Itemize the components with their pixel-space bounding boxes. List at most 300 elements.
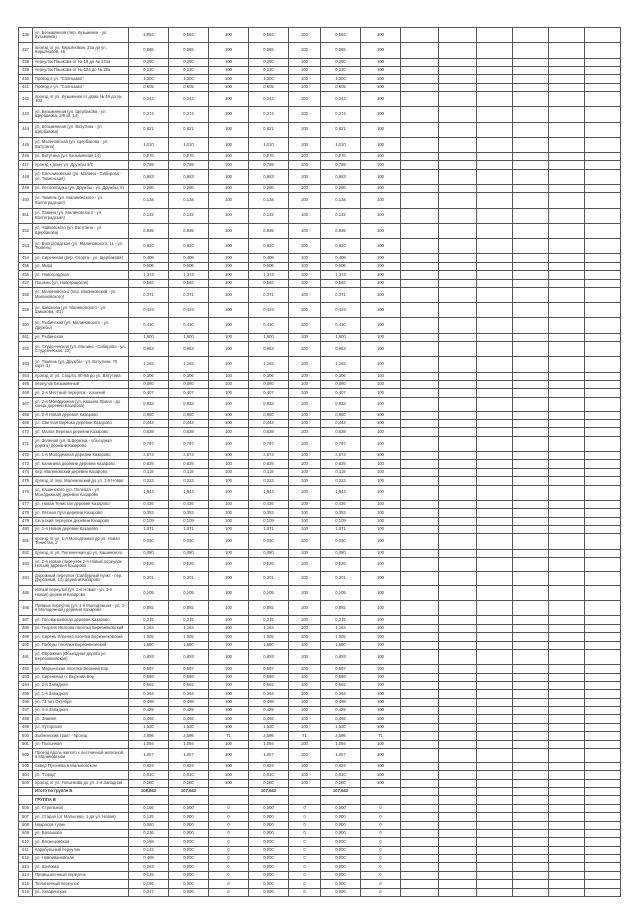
empty-cell — [513, 525, 549, 533]
value-cell: 100 — [209, 460, 249, 468]
value-cell: 0 — [289, 888, 321, 897]
value-cell: 0,000 — [249, 846, 289, 854]
value-cell: 1,600 — [169, 333, 209, 341]
empty-cell — [439, 821, 477, 829]
empty-cell — [549, 342, 585, 357]
empty-cell — [549, 137, 585, 152]
value-cell: 0,134 — [249, 193, 289, 208]
empty-cell — [477, 28, 513, 43]
value-cell: 0,825 — [169, 460, 209, 468]
empty-cell — [439, 92, 477, 107]
empty-cell — [439, 880, 477, 888]
empty-cell — [549, 723, 585, 731]
empty-cell — [477, 796, 513, 804]
value-cell: 0,429 — [129, 707, 169, 715]
value-cell: 0,000 — [249, 880, 289, 888]
value-cell: 0,000 — [249, 821, 289, 829]
empty-cell — [477, 411, 513, 419]
road-name: ул. Георгия Ипатова поселка Березняковский — [33, 624, 129, 632]
value-cell: 0,280 — [321, 185, 361, 193]
row-number: 438 — [19, 58, 33, 66]
row-number: 475 — [19, 477, 33, 485]
row-number: 451 — [19, 208, 33, 223]
value-cell: 100 — [209, 740, 249, 748]
value-cell: 0,132 — [129, 208, 169, 223]
value-cell: 1,163 — [129, 624, 169, 632]
value-cell: 100 — [209, 665, 249, 673]
value-cell: 0 — [361, 880, 401, 888]
value-cell: 100 — [289, 534, 321, 549]
empty-cell — [585, 122, 621, 137]
value-cell: 107,642 — [169, 788, 209, 796]
empty-cell — [549, 477, 585, 485]
empty-cell — [401, 762, 439, 770]
empty-cell — [477, 723, 513, 731]
table-row — [19, 333, 621, 341]
value-cell: 100 — [209, 723, 249, 731]
empty-cell — [401, 509, 439, 517]
empty-cell — [401, 707, 439, 715]
table-row — [19, 525, 621, 533]
empty-cell — [401, 420, 439, 428]
value-cell: 100 — [289, 624, 321, 632]
empty-cell — [401, 641, 439, 649]
table-row — [19, 357, 621, 372]
value-cell: 100 — [209, 477, 249, 485]
empty-cell — [549, 779, 585, 787]
value-cell: 0,821 — [169, 122, 209, 137]
road-name: ул. Стрельной — [33, 804, 129, 812]
empty-cell — [549, 698, 585, 706]
value-cell: 0,000 — [169, 838, 209, 846]
value-cell: 100 — [209, 271, 249, 279]
empty-cell — [477, 169, 513, 184]
empty-cell — [585, 318, 621, 333]
row-number: 479 — [19, 517, 33, 525]
empty-cell — [401, 460, 439, 468]
value-cell: 100 — [361, 698, 401, 706]
row-number — [19, 796, 33, 804]
empty-cell — [513, 28, 549, 43]
empty-cell — [439, 624, 477, 632]
empty-cell — [439, 239, 477, 254]
value-cell: 0,797 — [169, 436, 209, 451]
value-cell: 0,853 — [169, 342, 209, 357]
empty-cell — [477, 855, 513, 863]
value-cell — [321, 796, 361, 804]
value-cell: 1,644 — [321, 485, 361, 500]
row-number: 503 — [19, 762, 33, 770]
road-name: ул. 1-я Новая деревни Казарово — [33, 525, 129, 533]
table-row — [19, 28, 621, 43]
empty-cell — [549, 838, 585, 846]
road-name: Дорожный переулок (Сайбурный пункт - пер. Дорожный, 12) деревни Казарово — [33, 571, 129, 585]
road-name: Карабульный переулок — [33, 846, 129, 854]
value-cell: 0 — [361, 888, 401, 897]
empty-cell — [549, 585, 585, 600]
value-cell: 0,552 — [249, 681, 289, 689]
empty-cell — [513, 796, 549, 804]
empty-cell — [401, 549, 439, 557]
value-cell: 0 — [361, 838, 401, 846]
row-number: 492 — [19, 665, 33, 673]
value-cell: 100 — [289, 254, 321, 262]
road-name: Промышленный переулок — [33, 871, 129, 879]
table-row — [19, 477, 621, 485]
value-cell: 0,000 — [169, 821, 209, 829]
value-cell: 100 — [289, 681, 321, 689]
empty-cell — [513, 715, 549, 723]
empty-cell — [585, 557, 621, 571]
empty-cell — [513, 318, 549, 333]
empty-cell — [585, 863, 621, 871]
empty-cell — [513, 66, 549, 74]
value-cell: 0,429 — [169, 707, 209, 715]
empty-cell — [549, 28, 585, 43]
value-cell: 100 — [289, 436, 321, 451]
value-cell: 0,597 — [321, 665, 361, 673]
value-cell: 0,000 — [249, 855, 289, 863]
value-cell: 100 — [209, 122, 249, 137]
empty-cell — [549, 649, 585, 664]
value-cell: 100 — [361, 649, 401, 664]
value-cell: 1,373 — [169, 271, 209, 279]
empty-cell — [439, 122, 477, 137]
empty-cell — [585, 517, 621, 525]
row-number: 446 — [19, 153, 33, 161]
value-cell: 0,797 — [321, 436, 361, 451]
empty-cell — [513, 193, 549, 208]
empty-cell — [585, 624, 621, 632]
empty-cell — [585, 66, 621, 74]
empty-cell — [477, 43, 513, 58]
empty-cell — [513, 43, 549, 58]
empty-cell — [513, 279, 549, 287]
empty-cell — [439, 698, 477, 706]
value-cell — [361, 788, 401, 796]
empty-cell — [585, 92, 621, 107]
empty-cell — [439, 601, 477, 616]
road-name: ул. "Город" — [33, 771, 129, 779]
value-cell: 100 — [289, 239, 321, 254]
table-row — [19, 673, 621, 681]
empty-cell — [513, 389, 549, 397]
empty-cell — [549, 193, 585, 208]
table-row — [19, 641, 621, 649]
value-cell: 100 — [361, 723, 401, 731]
empty-cell — [513, 303, 549, 318]
empty-cell — [401, 624, 439, 632]
value-cell: 1,644 — [169, 485, 209, 500]
empty-cell — [585, 452, 621, 460]
empty-cell — [477, 698, 513, 706]
empty-cell — [549, 855, 585, 863]
empty-cell — [549, 846, 585, 854]
value-cell: 0,315 — [169, 616, 209, 624]
value-cell: 2,854 — [129, 28, 169, 43]
value-cell: 100 — [209, 698, 249, 706]
value-cell: 0 — [209, 871, 249, 879]
empty-cell — [549, 813, 585, 821]
empty-cell — [513, 357, 549, 372]
value-cell: 100 — [361, 318, 401, 333]
empty-cell — [585, 813, 621, 821]
value-cell: 0,489 — [129, 855, 169, 863]
row-number: 498 — [19, 715, 33, 723]
empty-cell — [477, 665, 513, 673]
value-cell: 0,000 — [249, 863, 289, 871]
value-cell: 0,364 — [129, 690, 169, 698]
empty-cell — [401, 846, 439, 854]
empty-cell — [477, 107, 513, 122]
value-cell: 0 — [209, 855, 249, 863]
empty-cell — [477, 601, 513, 616]
row-number: 483 — [19, 557, 33, 571]
value-cell: 100 — [361, 500, 401, 508]
value-cell: 100 — [289, 485, 321, 500]
value-cell: 0,165 — [129, 880, 169, 888]
road-name: ул. Тюмень (ул. Малиновского - ул. Волгоградская) — [33, 193, 129, 208]
value-cell: 0,000 — [169, 880, 209, 888]
empty-cell — [477, 193, 513, 208]
value-cell: 0,306 — [321, 372, 361, 380]
empty-cell — [477, 690, 513, 698]
empty-cell — [477, 771, 513, 779]
empty-cell — [585, 254, 621, 262]
empty-cell — [477, 557, 513, 571]
road-name: ул. Овражная (Обьездная дорога ул. Березняковская) — [33, 649, 129, 664]
value-cell: 100 — [361, 420, 401, 428]
empty-cell — [513, 838, 549, 846]
value-cell: 100 — [289, 641, 321, 649]
value-cell: 1,300 — [249, 75, 289, 83]
value-cell: 0,132 — [321, 208, 361, 223]
value-cell: 2,573 — [249, 452, 289, 460]
value-cell: 100 — [289, 779, 321, 787]
value-cell: 1,373 — [321, 271, 361, 279]
value-cell: 100 — [289, 92, 321, 107]
value-cell: 100 — [289, 397, 321, 411]
road-name: ул. Сирень Елагина поселка Березняковский — [33, 633, 129, 641]
value-cell: 0 — [361, 804, 401, 812]
value-cell: 0,000 — [249, 871, 289, 879]
value-cell: 100 — [209, 428, 249, 436]
value-cell: 0,118 — [249, 468, 289, 476]
empty-cell — [477, 468, 513, 476]
value-cell: 0,000 — [249, 804, 289, 812]
empty-cell — [585, 420, 621, 428]
value-cell: 1,163 — [321, 624, 361, 632]
road-name: ул. Безымянная (ул. Щербакова - ул. Щербакова, 2/6 кв. 14) — [33, 107, 129, 122]
table-row — [19, 707, 621, 715]
value-cell: 100 — [289, 208, 321, 223]
empty-cell — [477, 838, 513, 846]
empty-cell — [513, 342, 549, 357]
value-cell: 0,010 — [249, 771, 289, 779]
value-cell: 0,158 — [129, 838, 169, 846]
value-cell: 100 — [209, 485, 249, 500]
empty-cell — [585, 460, 621, 468]
empty-cell — [477, 122, 513, 137]
table-row — [19, 271, 621, 279]
value-cell: 0,105 — [129, 585, 169, 600]
empty-cell — [401, 28, 439, 43]
value-cell: 1,690 — [321, 641, 361, 649]
empty-cell — [549, 303, 585, 318]
empty-cell — [585, 888, 621, 897]
value-cell: 0,000 — [321, 880, 361, 888]
value-cell: 100 — [209, 380, 249, 388]
row-number: 472 — [19, 452, 33, 460]
empty-cell — [549, 500, 585, 508]
value-cell: 100 — [289, 420, 321, 428]
value-cell: 0,109 — [249, 517, 289, 525]
value-cell: 100 — [361, 161, 401, 169]
table-row — [19, 318, 621, 333]
table-row — [19, 888, 621, 897]
empty-cell — [439, 863, 477, 871]
value-cell: 100 — [361, 534, 401, 549]
value-cell: 0,610 — [249, 239, 289, 254]
empty-cell — [477, 161, 513, 169]
table-row — [19, 616, 621, 624]
value-cell: 100 — [361, 28, 401, 43]
empty-cell — [549, 372, 585, 380]
value-cell: 100 — [361, 585, 401, 600]
empty-cell — [401, 169, 439, 184]
road-name: ул. Студенческая (ул. Малина - Сибирова - ул. Студенческая, 23) — [33, 342, 129, 357]
row-number: 491 — [19, 649, 33, 664]
value-cell: 0 — [209, 813, 249, 821]
empty-cell — [401, 411, 439, 419]
empty-cell — [439, 829, 477, 837]
road-name: ул. Тюмень (ул. Дружбы - ул. Ватутина, 70 корп. 1) — [33, 357, 129, 372]
value-cell: 100 — [361, 92, 401, 107]
row-number: 443 — [19, 107, 33, 122]
row-number: 474 — [19, 468, 33, 476]
value-cell: 0,109 — [169, 517, 209, 525]
empty-cell — [439, 223, 477, 238]
empty-cell — [439, 161, 477, 169]
empty-cell — [513, 468, 549, 476]
value-cell: 0,118 — [129, 468, 169, 476]
empty-cell — [585, 333, 621, 341]
value-cell — [361, 796, 401, 804]
value-cell: 100 — [209, 616, 249, 624]
empty-cell — [477, 813, 513, 821]
empty-cell — [549, 888, 585, 897]
value-cell: 100 — [361, 75, 401, 83]
value-cell: 100 — [361, 509, 401, 517]
empty-cell — [513, 740, 549, 748]
empty-cell — [401, 732, 439, 740]
value-cell: 100 — [209, 193, 249, 208]
value-cell: 100 — [361, 452, 401, 460]
empty-cell — [401, 287, 439, 302]
row-number: 500 — [19, 732, 33, 740]
empty-cell — [439, 380, 477, 388]
row-number — [19, 788, 33, 796]
value-cell: 100 — [209, 137, 249, 152]
value-cell: 0,853 — [129, 342, 169, 357]
value-cell: 100 — [209, 517, 249, 525]
value-cell: 100 — [361, 665, 401, 673]
value-cell: 0,364 — [169, 690, 209, 698]
value-cell: 0,498 — [321, 698, 361, 706]
empty-cell — [585, 500, 621, 508]
value-cell: 0,498 — [169, 698, 209, 706]
road-name: Прямые переулок (ул. 1-я Молодежная - ул. 2-я Молодежная) деревня Казарово — [33, 601, 129, 616]
value-cell: 0,823 — [169, 397, 209, 411]
empty-cell — [513, 813, 549, 821]
empty-cell — [585, 161, 621, 169]
value-cell: 0,853 — [321, 342, 361, 357]
empty-cell — [401, 880, 439, 888]
empty-cell — [477, 428, 513, 436]
empty-cell — [585, 571, 621, 585]
value-cell: 0,125 — [129, 871, 169, 879]
row-number: 476 — [19, 485, 33, 500]
empty-cell — [401, 665, 439, 673]
table-row — [19, 468, 621, 476]
value-cell: 0,000 — [321, 804, 361, 812]
row-number: 442 — [19, 92, 33, 107]
empty-cell — [401, 83, 439, 91]
row-number: 466 — [19, 389, 33, 397]
value-cell: 100 — [289, 460, 321, 468]
value-cell: 100 — [209, 92, 249, 107]
row-number: 515 — [19, 880, 33, 888]
row-number: 513 — [19, 863, 33, 871]
value-cell: 0,624 — [169, 762, 209, 770]
value-cell: 0,865 — [129, 43, 169, 58]
value-cell: 100 — [209, 557, 249, 571]
table-row — [19, 460, 621, 468]
empty-cell — [401, 43, 439, 58]
value-cell: 1,010 — [169, 137, 209, 152]
value-cell: 100 — [361, 262, 401, 270]
value-cell: 100 — [209, 169, 249, 184]
value-cell: 100 — [289, 372, 321, 380]
value-cell: 0,426 — [129, 500, 169, 508]
table-row — [19, 517, 621, 525]
value-cell: 100 — [361, 436, 401, 451]
empty-cell — [585, 771, 621, 779]
value-cell: 100 — [361, 748, 401, 762]
value-cell: 100 — [361, 153, 401, 161]
value-cell: 100 — [289, 161, 321, 169]
empty-cell — [477, 715, 513, 723]
value-cell: 100 — [209, 333, 249, 341]
value-cell: 1,182 — [169, 357, 209, 372]
value-cell: 100 — [209, 372, 249, 380]
value-cell: 0,306 — [249, 372, 289, 380]
empty-cell — [549, 333, 585, 341]
value-cell: 2,573 — [321, 452, 361, 460]
empty-cell — [477, 500, 513, 508]
empty-cell — [439, 83, 477, 91]
value-cell: 100 — [209, 107, 249, 122]
empty-cell — [439, 66, 477, 74]
row-number: 496 — [19, 698, 33, 706]
value-cell: 1,520 — [129, 723, 169, 731]
value-cell: 0,000 — [249, 829, 289, 837]
empty-cell — [439, 477, 477, 485]
row-number: 507 — [19, 813, 33, 821]
empty-cell — [401, 616, 439, 624]
empty-cell — [401, 254, 439, 262]
row-number: 504 — [19, 771, 33, 779]
